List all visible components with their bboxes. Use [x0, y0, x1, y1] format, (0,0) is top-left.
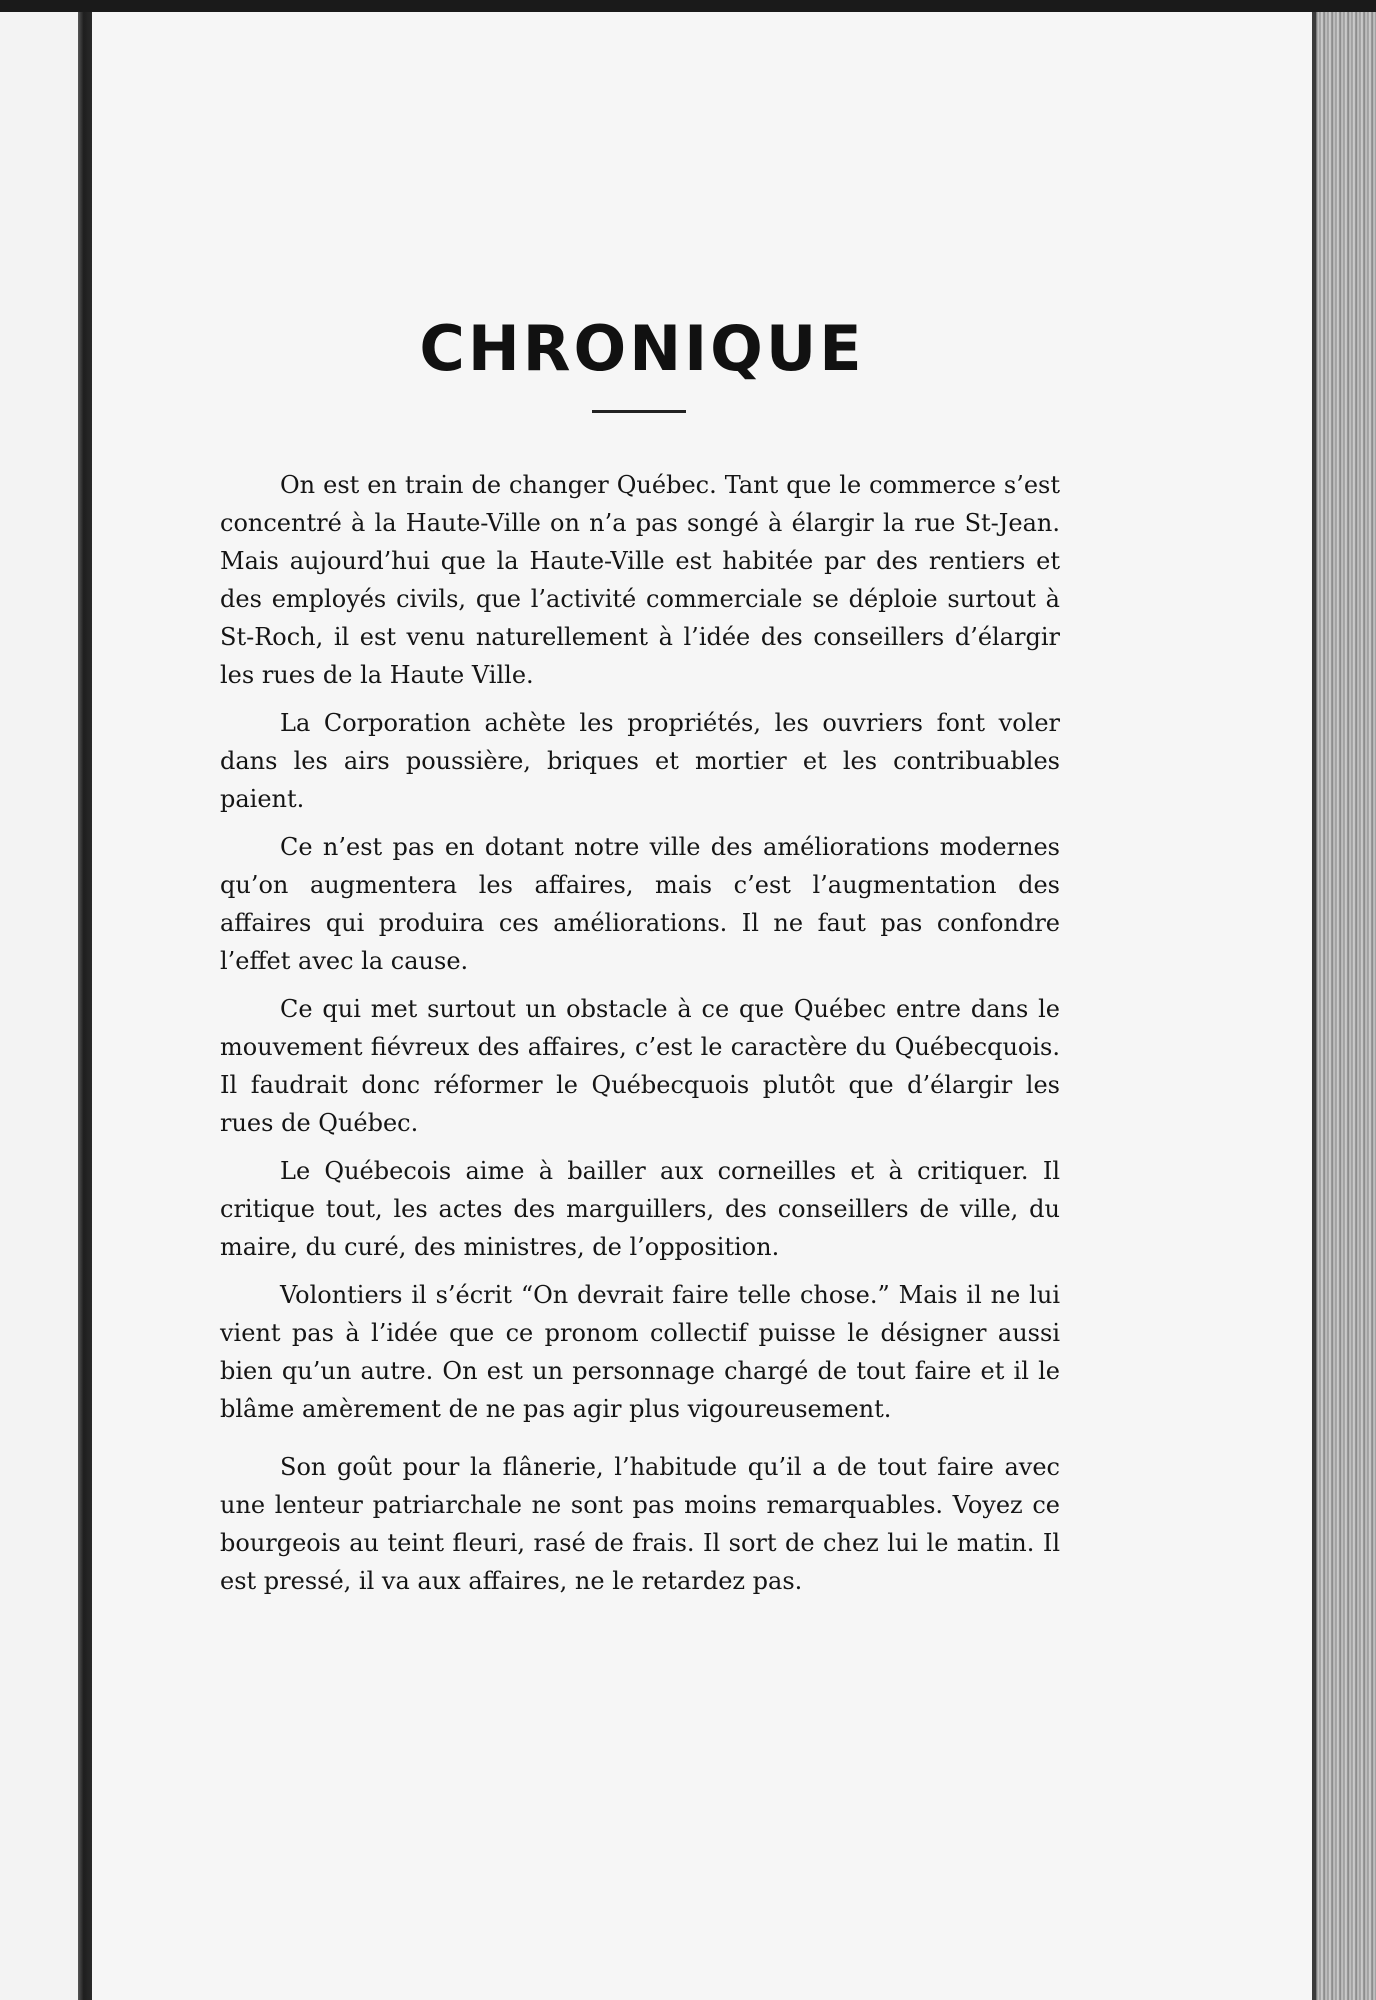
page-stack-edge — [1316, 12, 1376, 2000]
article-body — [220, 466, 1060, 1610]
page-title: CHRONIQUE — [419, 311, 865, 385]
book-gutter — [78, 12, 92, 2000]
paragraph: Le Québecois aime à bailler aux corneilles et à critiquer. Il critique tout, les actes des marguillers, des conseillers de ville, du maire, du curé, des ministres, de l’opposition. — [220, 1157, 1060, 1261]
paragraph: On est en train de changer Québec. Tant que le commerce s’est concentré à la Haute-Ville on n’a pas songé à élargir la rue St-Jean. Mais aujourd’hui que la Haute-Ville est habitée par des rentiers et des employés civils, que l’activité commerciale se déploie surtout à St-Roch, il est venu naturellement à l’idée des conseillers d’élargir les rues de la Haute Ville. — [220, 471, 1060, 689]
paragraph: Son goût pour la flânerie, l’habitude qu’il a de tout faire avec une lenteur patriarchale ne sont pas moins remarquables. Voyez ce bourgeois au teint fleuri, rasé de frais. Il sort de chez lui le matin. Il est pressé, il va aux affaires, ne le retardez pas. — [220, 1453, 1060, 1595]
scan-top-border — [0, 0, 1376, 12]
paragraph: La Corporation achète les propriétés, les ouvriers font voler dans les airs poussière, briques et mortier et les contribuables paient. — [220, 709, 1060, 813]
paragraph: Volontiers il s’écrit “On devrait faire telle chose.” Mais il ne lui vient pas à l’idée que ce pronom collectif puisse le désigner aussi bien qu’un autre. On est un personnage chargé de tout faire et il le blâme amèrement de ne pas agir plus vigoureusement. — [220, 1281, 1060, 1423]
title-divider — [592, 410, 686, 413]
paragraph: Ce qui met surtout un obstacle à ce que Québec entre dans le mouvement fiévreux des affaires, c’est le caractère du Québecquois. Il faudrait donc réformer le Québecquois plutôt que d’élargir les rues de Québec. — [220, 995, 1060, 1137]
facing-page-edge — [0, 12, 78, 2000]
paragraph: Ce n’est pas en dotant notre ville des améliorations modernes qu’on augmentera les affaires, mais c’est l’augmentation des affaires qui produira ces améliorations. Il ne faut pas confondre l’effet avec la cause. — [220, 833, 1060, 975]
